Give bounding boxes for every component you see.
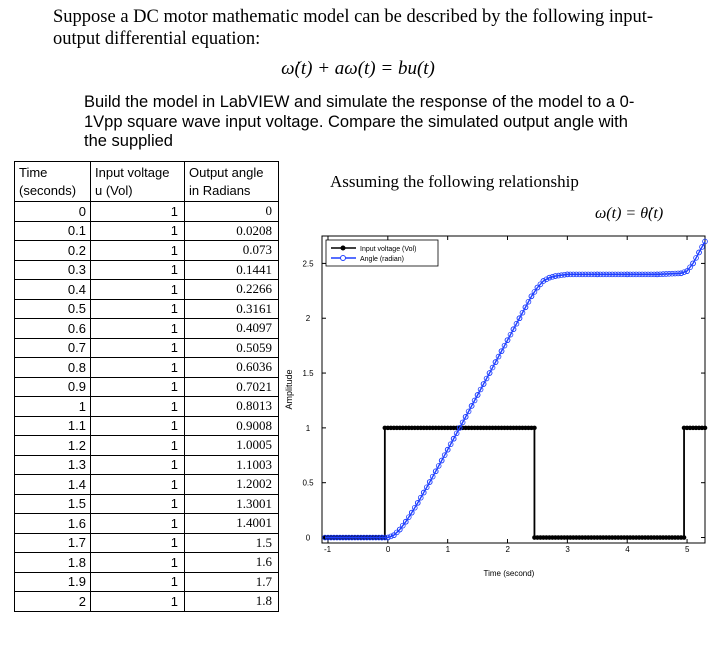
table-row: [15, 455, 279, 475]
plot-frame: [322, 236, 705, 543]
cell-time: 0.7: [15, 338, 91, 358]
x-tick-label: 1: [445, 545, 451, 554]
legend-label-input: Input voltage (Vol): [360, 246, 417, 253]
table-row: [15, 494, 279, 514]
cell-time: 0.3: [15, 260, 91, 280]
y-tick-label: 1.5: [302, 369, 314, 379]
header-output-angle: Output angle in Radians: [185, 162, 279, 202]
cell-output-angle: 0.2266: [185, 280, 279, 300]
table-row: [15, 358, 279, 378]
cell-input-voltage: 1: [91, 299, 185, 319]
cell-output-angle: 1.4001: [185, 514, 279, 534]
table-body: [15, 202, 279, 612]
response-chart: [280, 226, 710, 596]
cell-time: 1.8: [15, 553, 91, 573]
cell-output-angle: 1.7: [185, 572, 279, 592]
relationship-title: Assuming the following relationship: [330, 172, 579, 191]
cell-time: 0.4: [15, 280, 91, 300]
table-row: [15, 436, 279, 456]
cell-input-voltage: 1: [91, 592, 185, 612]
table-row: [15, 280, 279, 300]
legend-marker-input: [341, 246, 346, 251]
table-header-row: [15, 162, 279, 202]
data-table: [14, 161, 279, 612]
x-tick-label: 5: [685, 545, 690, 554]
header-input-voltage: Input voltage u (Vol): [91, 162, 185, 202]
cell-time: 1.7: [15, 533, 91, 553]
cell-input-voltage: 1: [91, 241, 185, 261]
y-tick-label: 2.5: [302, 259, 314, 269]
table-row: [15, 416, 279, 436]
legend-marker-angle: [341, 256, 346, 261]
x-tick-label: 0: [385, 545, 391, 554]
cell-time: 0.6: [15, 319, 91, 339]
table-row: [15, 299, 279, 319]
cell-output-angle: 0.4097: [185, 319, 279, 339]
cell-time: 1.4: [15, 475, 91, 495]
table-row: [15, 475, 279, 495]
cell-output-angle: 1.0005: [185, 436, 279, 456]
cell-time: 0.1: [15, 221, 91, 241]
input-point: [703, 426, 708, 431]
cell-output-angle: 0.8013: [185, 397, 279, 417]
cell-input-voltage: 1: [91, 455, 185, 475]
cell-input-voltage: 1: [91, 436, 185, 456]
cell-input-voltage: 1: [91, 260, 185, 280]
series-line-0: [325, 428, 705, 538]
cell-output-angle: 1.2002: [185, 475, 279, 495]
cell-output-angle: 1.8: [185, 592, 279, 612]
cell-input-voltage: 1: [91, 494, 185, 514]
cell-input-voltage: 1: [91, 475, 185, 495]
cell-input-voltage: 1: [91, 572, 185, 592]
cell-input-voltage: 1: [91, 202, 185, 222]
table-row: [15, 377, 279, 397]
model-equation: ω̇(t) + aω(t) = bu(t): [281, 58, 435, 79]
cell-output-angle: 0: [185, 202, 279, 222]
cell-input-voltage: 1: [91, 416, 185, 436]
cell-time: 1.2: [15, 436, 91, 456]
cell-input-voltage: 1: [91, 377, 185, 397]
table-row: [15, 260, 279, 280]
cell-input-voltage: 1: [91, 553, 185, 573]
relationship-equation: ω(t) = θ̇(t): [595, 205, 664, 222]
cell-output-angle: 0.3161: [185, 299, 279, 319]
table-row: [15, 221, 279, 241]
problem-intro: Suppose a DC motor mathematic model can be described by the following input-output differential equation:: [53, 7, 654, 49]
table-row: [15, 514, 279, 534]
cell-output-angle: 0.6036: [185, 358, 279, 378]
y-tick-label: 2: [305, 314, 311, 324]
cell-input-voltage: 1: [91, 338, 185, 358]
cell-input-voltage: 1: [91, 397, 185, 417]
x-tick-label: -1: [323, 545, 332, 554]
cell-time: 1.3: [15, 455, 91, 475]
y-axis-label: Amplitude: [284, 369, 294, 410]
cell-time: 0: [15, 202, 91, 222]
y-tick-label: 0.5: [302, 478, 314, 488]
cell-output-angle: 0.9008: [185, 416, 279, 436]
cell-time: 0.8: [15, 358, 91, 378]
legend-label-angle: Angle (radian): [360, 256, 404, 263]
table-row: [15, 553, 279, 573]
table-row: [15, 397, 279, 417]
cell-time: 1.5: [15, 494, 91, 514]
cell-output-angle: 1.6: [185, 553, 279, 573]
cell-input-voltage: 1: [91, 514, 185, 534]
cell-time: 2: [15, 592, 91, 612]
cell-input-voltage: 1: [91, 533, 185, 553]
cell-time: 0.5: [15, 299, 91, 319]
cell-output-angle: 0.0208: [185, 221, 279, 241]
y-tick-label: 1: [305, 423, 311, 433]
header-time: Time (seconds): [15, 162, 91, 202]
cell-input-voltage: 1: [91, 358, 185, 378]
cell-input-voltage: 1: [91, 280, 185, 300]
series-line-1: [325, 241, 705, 537]
cell-time: 0.9: [15, 377, 91, 397]
cell-output-angle: 1.5: [185, 533, 279, 553]
cell-input-voltage: 1: [91, 319, 185, 339]
x-tick-label: 3: [565, 545, 570, 554]
cell-time: 1.9: [15, 572, 91, 592]
table-row: [15, 592, 279, 612]
table-row: [15, 338, 279, 358]
cell-output-angle: 1.3001: [185, 494, 279, 514]
table-row: [15, 241, 279, 261]
cell-output-angle: 0.7021: [185, 377, 279, 397]
cell-time: 0.2: [15, 241, 91, 261]
input-point: [532, 426, 537, 431]
cell-output-angle: 1.1003: [185, 455, 279, 475]
table-row: [15, 319, 279, 339]
table-row: [15, 572, 279, 592]
cell-input-voltage: 1: [91, 221, 185, 241]
x-tick-label: 4: [625, 545, 630, 554]
cell-time: 1.1: [15, 416, 91, 436]
cell-time: 1: [15, 397, 91, 417]
table-row: [15, 202, 279, 222]
table-row: [15, 533, 279, 553]
instructions-text: Build the model in LabVIEW and simulate the response of the model to a 0-1Vpp square wave input voltage. Compare the simulated output angle with the supplied: [84, 93, 635, 150]
x-axis-label: Time (second): [483, 569, 535, 578]
cell-output-angle: 0.1441: [185, 260, 279, 280]
y-tick-label: 0: [305, 533, 311, 543]
input-point: [682, 535, 687, 540]
cell-output-angle: 0.073: [185, 241, 279, 261]
cell-output-angle: 0.5059: [185, 338, 279, 358]
x-tick-label: 2: [505, 545, 510, 554]
cell-time: 1.6: [15, 514, 91, 534]
